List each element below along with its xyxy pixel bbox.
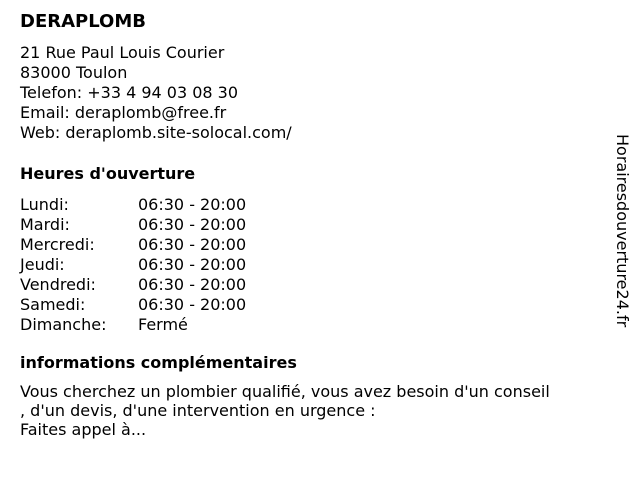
hours-row-wednesday	[20, 235, 605, 255]
day-label: Mercredi:	[20, 235, 95, 254]
hours-row-friday	[20, 275, 605, 295]
opening-hours-table	[20, 195, 605, 335]
day-label: Mardi:	[20, 215, 70, 234]
hours-row-saturday	[20, 295, 605, 315]
day-label: Jeudi:	[20, 255, 65, 274]
email-line: Email: deraplomb@free.fr	[20, 103, 227, 122]
hours-row-tuesday	[20, 215, 605, 235]
day-label: Vendredi:	[20, 275, 96, 294]
site-watermark: Horairesdouverture24.fr	[613, 134, 632, 328]
hours-row-monday	[20, 195, 605, 215]
business-name: DERAPLOMB	[20, 11, 146, 32]
web-line: Web: deraplomb.site-solocal.com/	[20, 123, 292, 142]
contact-block	[20, 43, 605, 143]
hours-value: 06:30 - 20:00	[138, 275, 247, 294]
day-label: Lundi:	[20, 195, 69, 214]
hours-value: 06:30 - 20:00	[138, 195, 247, 214]
additional-info-heading: informations complémentaires	[20, 353, 297, 372]
business-card	[20, 10, 605, 439]
hours-value: Fermé	[138, 315, 188, 334]
hours-row-sunday	[20, 315, 605, 335]
day-label: Samedi:	[20, 295, 86, 314]
address-line-2: 83000 Toulon	[20, 63, 128, 82]
hours-value: 06:30 - 20:00	[138, 215, 247, 234]
info-text-line-1: Vous cherchez un plombier qualifié, vous avez besoin d'un conseil	[20, 382, 550, 401]
opening-hours-heading: Heures d'ouverture	[20, 164, 196, 183]
day-label: Dimanche:	[20, 315, 107, 334]
address-line-1: 21 Rue Paul Louis Courier	[20, 43, 225, 62]
hours-value: 06:30 - 20:00	[138, 235, 247, 254]
hours-row-thursday	[20, 255, 605, 275]
additional-info-text	[20, 382, 600, 439]
hours-value: 06:30 - 20:00	[138, 255, 247, 274]
phone-line: Telefon: +33 4 94 03 08 30	[20, 83, 239, 102]
info-text-line-2: , d'un devis, d'une intervention en urgence :	[20, 401, 376, 420]
info-text-line-3: Faites appel à...	[20, 420, 147, 439]
hours-value: 06:30 - 20:00	[138, 295, 247, 314]
